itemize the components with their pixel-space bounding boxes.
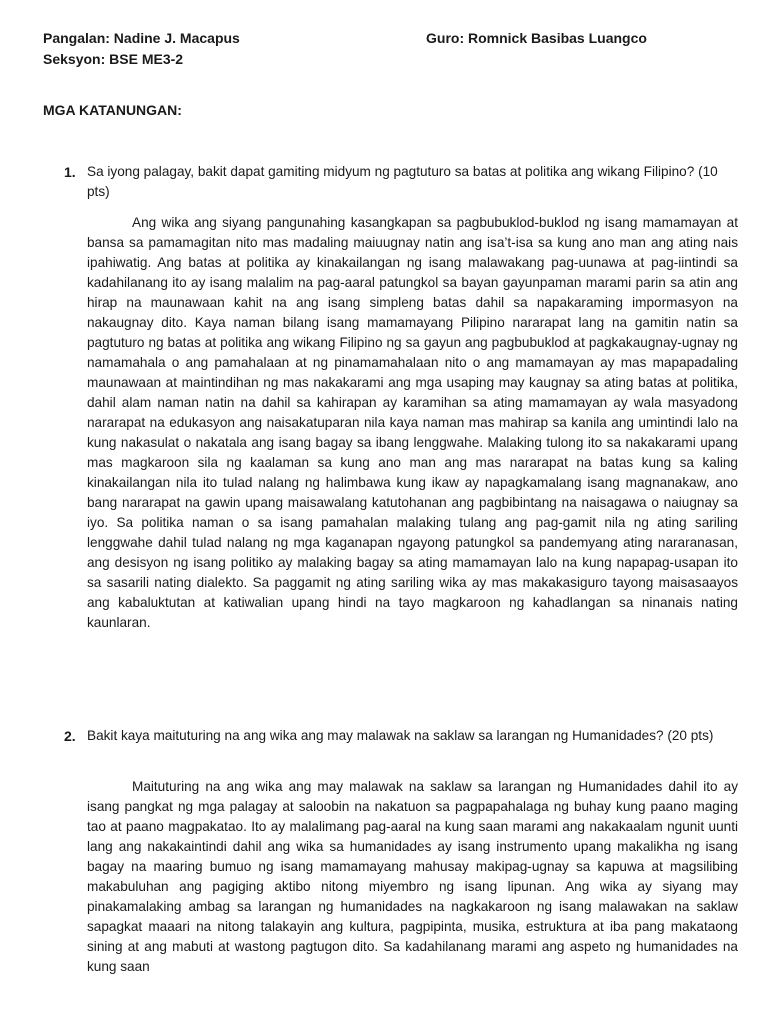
student-section: Seksyon: BSE ME3-2 [43, 51, 184, 67]
answer-paragraph: Maituturing na ang wika ang may malawak na saklaw sa larangan ng Humanidades dahil ito ay isang pangkat ng mga palagay at saloobin na nakatuon sa pagpapahalaga ng buhay kung paano maging tao at paano magpakatao. Ito ay malalimang pag-aaral na kung saan marami ang nakakaalam ngunit uunti lang ang nakakaintindi dahil ang wika sa humanidades ay isang instrumento upang makalikha ng isang bagay na maaring bumuo ng isang mamamayang mahusay makipag-ugnay sa kapuwa at magsilibing makabuluhan ang pagiging aktibo nitong miyembro ng isang lipunan. Ang wika ay siyang may pinakamalaking ambag sa larangan ng humanidades na nagkakaroon ng isang malawakan na saklaw sapagkat maaari na nitong talakayin ang kultura, pagpipinta, musika, estruktura at iba pang makataong sining at ang mabuti at wastong pagtugon dito. Sa kadahilanang marami ang aspeto ng humanidades na kung saan [87, 779, 738, 974]
section-title: MGA KATANUNGAN: [43, 102, 182, 118]
question-number: 2. [64, 728, 76, 744]
question-number: 1. [64, 164, 76, 180]
question-text: Bakit kaya maituturing na ang wika ang may malawak na saklaw sa larangan ng Humanidades? (20 pts) [87, 728, 714, 743]
answer-paragraph: Ang wika ang siyang pangunahing kasangkapan sa pagbubuklod-buklod ng isang mamamayan at bansa sa pamamagitan nito mas madaling maiuugnay natin ang isa’t-isa sa kung ano man ang ating nais ipahiwatig. Ang batas at politika ay kinakailangan ng isang malawakang pag-uunawa at pag-iintindi sa kadahilanang ito ay isang malalim na pag-aaral patungkol sa bayan gayunpaman marami parin sa atin ang hirap na maunawaan kahit na ang isang simpleng batas dahil sa napakaraming impormasyon na nakaugnay dito. Kaya naman bilang isang mamamayang Pilipino nararapat lang na gamitin natin sa pagtuturo ng batas at politika ang wikang Filipino ng sa gayun ang pagbubuklod at pagkakaugnay-ugnay ng namamahala o ang pamahalaan at ng pinamamahalaan nito o ang mamamayan ay mas mapapadaling maunawaan at maintindihan ng mas nakakarami ang mga usaping may kaugnay sa ating batas at politika, dahil alam naman natin na dahil sa kahirapan ay karamihan sa ating mamamayan ay wala masyadong nararapat na edukasyon ang naisakatuparan nila kaya naman mas mahirap sa kanila ang umintindi lalo na kung nakasulat o nakatala ang isang bagay sa ibang lenggwahe. Malaking tulong ito sa nakakarami upang mas magkaroon sila ng kaalaman sa kung ano man ang mas nararapat na batas kung sa kaling kinakailangan nila ito tulad nalang ng halimbawa kung ikaw ay napagkamalang isang magnanakaw, ano bang nararapat na gawin upang maisawalang katutohanan ang pagbibintang na naisagawa o naiugnay sa iyo. Sa politika naman o sa isang pamahalan malaking tulang ang pag-gamit nila ng ating sariling lenggwahe dahil tulad nalang ng mga kaganapan ngayong patungkol sa pandemyang ating nararanasan, ang desisyon ng isang politiko ay malaking bagay sa ating mamamayan lalo na kung napapag-usapan ito sa sasarili nating dialekto. Sa paggamit ng ating sariling wika ay mas makakasiguro tayong maisasaayos ang kabaluktutan at katiwalian upang hindi na tayo magkaroon ng kahadlangan sa ninanais nating kaunlaran. [87, 215, 738, 630]
teacher-name: Guro: Romnick Basibas Luangco [426, 30, 647, 46]
question-text: Sa iyong palagay, bakit dapat gamiting midyum ng pagtuturo sa batas at politika ang wikang Filipino? (10 pts) [87, 164, 718, 199]
student-name: Pangalan: Nadine J. Macapus [43, 30, 240, 46]
